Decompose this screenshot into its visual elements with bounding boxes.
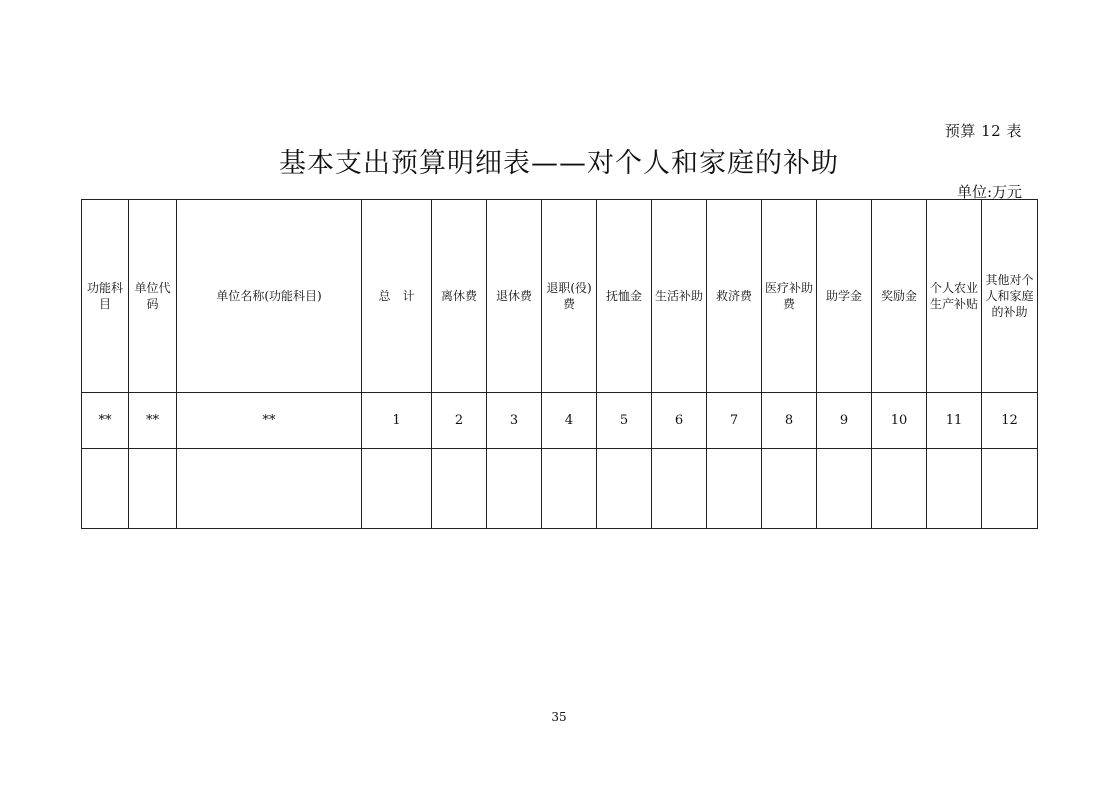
table-cell: **	[82, 393, 129, 449]
header-cell-living-allowance: 生活补助	[652, 200, 707, 393]
header-cell-total: 总 计	[362, 200, 432, 393]
budget-table	[81, 199, 1038, 529]
unit-label: 单位:万元	[956, 183, 1022, 201]
table-cell	[817, 449, 872, 529]
page-title: 基本支出预算明细表——对个人和家庭的补助	[279, 148, 839, 179]
table-cell: 12	[982, 393, 1038, 449]
table-cell	[542, 449, 597, 529]
table-cell	[927, 449, 982, 529]
table-cell: 10	[872, 393, 927, 449]
header-cell-retirement: 退休费	[487, 200, 542, 393]
header-cell-retirement-veteran: 离休费	[432, 200, 487, 393]
header-cell-reward: 奖励金	[872, 200, 927, 393]
table-header-row	[82, 200, 1038, 393]
table-row	[82, 393, 1038, 449]
table-cell	[762, 449, 817, 529]
header-cell-function-subject: 功能科目	[82, 200, 129, 393]
page-number: 35	[551, 710, 567, 724]
table-row	[82, 449, 1038, 529]
table-cell	[982, 449, 1038, 529]
table-cell	[82, 449, 129, 529]
table-cell: **	[177, 393, 362, 449]
table-cell: 11	[927, 393, 982, 449]
table-cell: 2	[432, 393, 487, 449]
table-cell	[597, 449, 652, 529]
header-cell-student-aid: 助学金	[817, 200, 872, 393]
header-cell-pension: 抚恤金	[597, 200, 652, 393]
header-cell-resignation: 退职(役)费	[542, 200, 597, 393]
header-cell-agri-subsidy: 个人农业生产补贴	[927, 200, 982, 393]
table-cell: 3	[487, 393, 542, 449]
table-cell	[487, 449, 542, 529]
table-cell: 1	[362, 393, 432, 449]
table-cell: 5	[597, 393, 652, 449]
table-cell	[362, 449, 432, 529]
table-cell	[432, 449, 487, 529]
header-cell-relief: 救济费	[707, 200, 762, 393]
table-cell: 9	[817, 393, 872, 449]
header-cell-medical-allowance: 医疗补助费	[762, 200, 817, 393]
table-cell	[872, 449, 927, 529]
table-cell: 8	[762, 393, 817, 449]
table-cell	[177, 449, 362, 529]
table-cell	[129, 449, 177, 529]
header-cell-other-subsidy: 其他对个人和家庭的补助	[982, 200, 1038, 393]
table-cell: 7	[707, 393, 762, 449]
header-cell-unit-name: 单位名称(功能科目)	[177, 200, 362, 393]
form-number: 预算 12 表	[944, 122, 1022, 140]
table-cell	[707, 449, 762, 529]
table-cell: 4	[542, 393, 597, 449]
table-cell: 6	[652, 393, 707, 449]
table-cell	[652, 449, 707, 529]
header-cell-unit-code: 单位代码	[129, 200, 177, 393]
table-cell: **	[129, 393, 177, 449]
